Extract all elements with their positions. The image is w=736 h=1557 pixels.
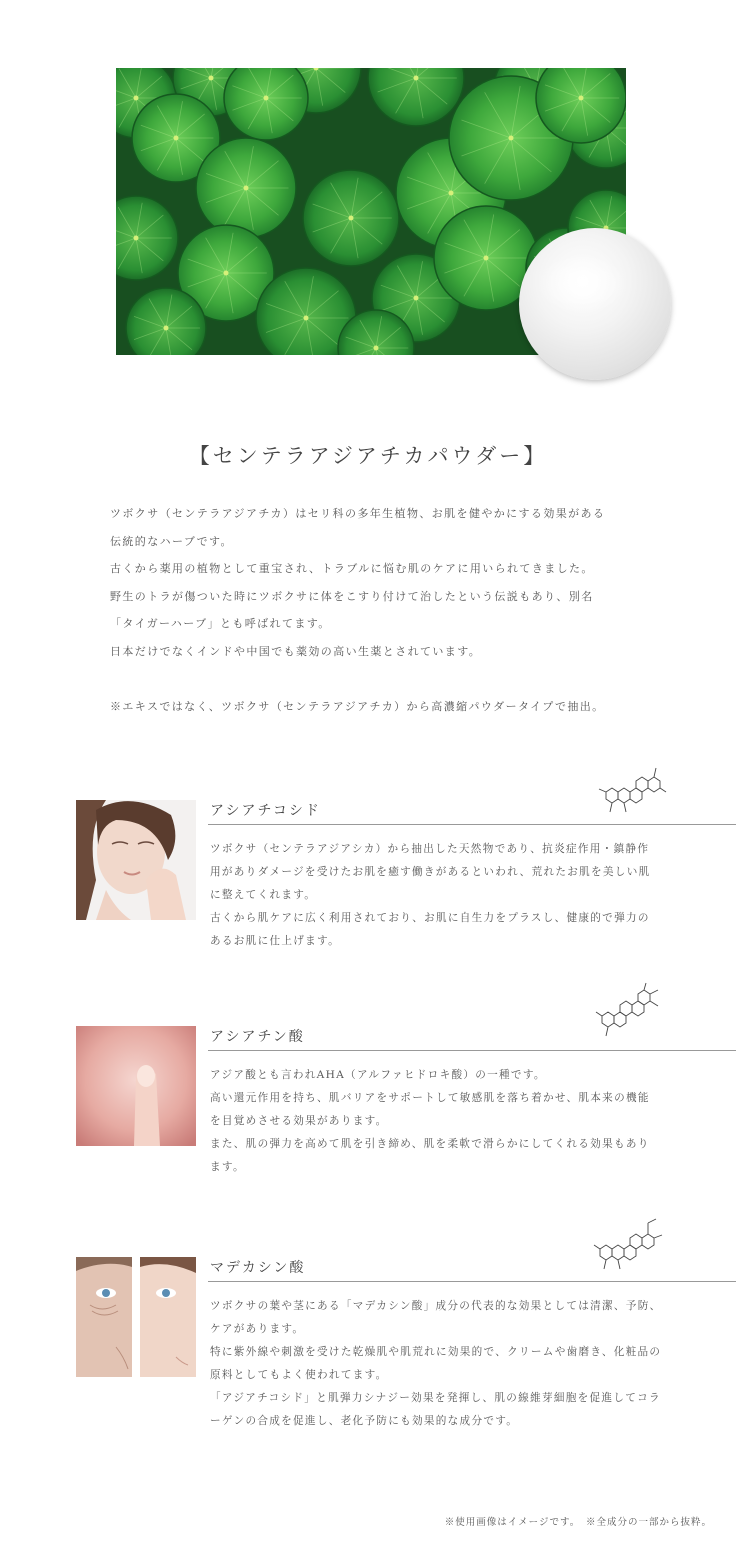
feature-line: ツボクサの葉や茎にある「マデカシン酸」成分の代表的な効果としては清潔、予防、	[210, 1300, 662, 1312]
woman-face-image	[76, 800, 196, 920]
feature-line: 高い還元作用を持ち、肌バリアをサポートして敏感肌を落ち着かせ、肌本来の機能	[210, 1092, 650, 1104]
feature-line: あるお肌に仕上げます。	[210, 935, 340, 947]
leaf-center	[224, 271, 229, 276]
feature-line: アジア酸とも言われAHA（アルファヒドロキ酸）の一種です。	[210, 1069, 546, 1081]
molecule-structure-icon	[594, 982, 666, 1042]
intro-line: 「タイガーハーブ」とも呼ばれてます。	[110, 617, 331, 630]
leaf-center	[579, 96, 584, 101]
feature-body	[210, 838, 736, 953]
feature-heading: マデカシン酸	[210, 1260, 306, 1276]
intro-line: 日本だけでなくインドや中国でも薬効の高い生薬とされています。	[110, 644, 482, 658]
leaf-center	[414, 296, 419, 301]
leaf-center	[374, 346, 379, 351]
feature-heading: アシアチン酸	[210, 1029, 305, 1045]
footnote: ※使用画像はイメージです。 ※全成分の一部から抜粋。	[444, 1517, 712, 1528]
molecule-structure-icon	[592, 1215, 664, 1275]
leaf-center	[484, 256, 489, 261]
leaf-center	[164, 326, 169, 331]
intro-line: 伝統的なハーブです。	[110, 534, 233, 548]
leaf-center	[244, 186, 249, 191]
intro-line: 野生のトラが傷ついた時にツボクサに体をこすり付けて治したという伝説もあり、別名	[110, 589, 594, 603]
feature-line: また、肌の弾力を高めて肌を引き締め、肌を柔軟で滑らかにしてくれる効果もあり	[210, 1138, 650, 1150]
leaf-center	[174, 136, 179, 141]
feature-line: 「アジアチコシド」と肌弾力シナジー効果を発揮し、肌の線維芽細胞を促進してコラ	[210, 1392, 661, 1404]
feature-line: を目覚めさせる効果があります。	[210, 1115, 388, 1127]
leaf-center	[134, 96, 139, 101]
intro-line: 古くから薬用の植物として重宝され、トラブルに悩む肌のケアに用いられてきました。	[110, 562, 594, 575]
feature-line: ツボクサ（センテラアジアシカ）から抽出した天然物であり、抗炎症作用・鎮静作	[210, 843, 650, 855]
divider-line	[208, 1281, 736, 1282]
aging-comparison-image	[76, 1257, 196, 1377]
powder-image	[519, 228, 671, 380]
leaf-center	[134, 236, 139, 241]
leaf-center	[304, 316, 309, 321]
divider-line	[208, 1050, 736, 1051]
intro-line: ツボクサ（センテラアジアチカ）はセリ科の多年生植物、お肌を健やかにする効果がある	[110, 507, 606, 520]
leaf-center	[509, 136, 514, 141]
feature-line: 古くから肌ケアに広く利用されており、お肌に自生力をプラスし、健康的で弾力の	[210, 912, 650, 924]
feature-line: ケアがあります。	[210, 1323, 305, 1335]
finger-skin-image	[76, 1026, 196, 1146]
molecule-structure-icon	[596, 762, 668, 822]
feature-body	[210, 1295, 736, 1433]
section-title: 【センテラアジアチカパウダー】	[188, 444, 548, 468]
divider-line	[208, 824, 736, 825]
feature-body	[210, 1064, 736, 1179]
leaf-center	[449, 191, 454, 196]
intro-note: ※エキスではなく、ツボクサ（センテラアジアチカ）から高濃縮パウダータイプで抽出。	[110, 699, 605, 713]
feature-line: ます。	[210, 1161, 245, 1173]
intro-text	[110, 500, 670, 720]
leaf-center	[264, 96, 269, 101]
feature-line: 原料としてもよく使われてます。	[210, 1369, 388, 1381]
leaf-center	[209, 76, 214, 81]
feature-line: ーゲンの合成を促進し、老化予防にも効果的な成分です。	[210, 1415, 519, 1427]
feature-heading: アシアチコシド	[210, 803, 321, 819]
leaf-center	[414, 76, 419, 81]
leaf-center	[349, 216, 354, 221]
feature-line: に整えてくれます。	[210, 889, 317, 901]
feature-line: 用がありダメージを受けたお肌を癒す働きがあるといわれ、荒れたお肌を美しい肌	[210, 866, 651, 878]
feature-line: 特に紫外線や刺激を受けた乾燥肌や肌荒れに効果的で、クリームや歯磨き、化粧品の	[210, 1346, 662, 1358]
